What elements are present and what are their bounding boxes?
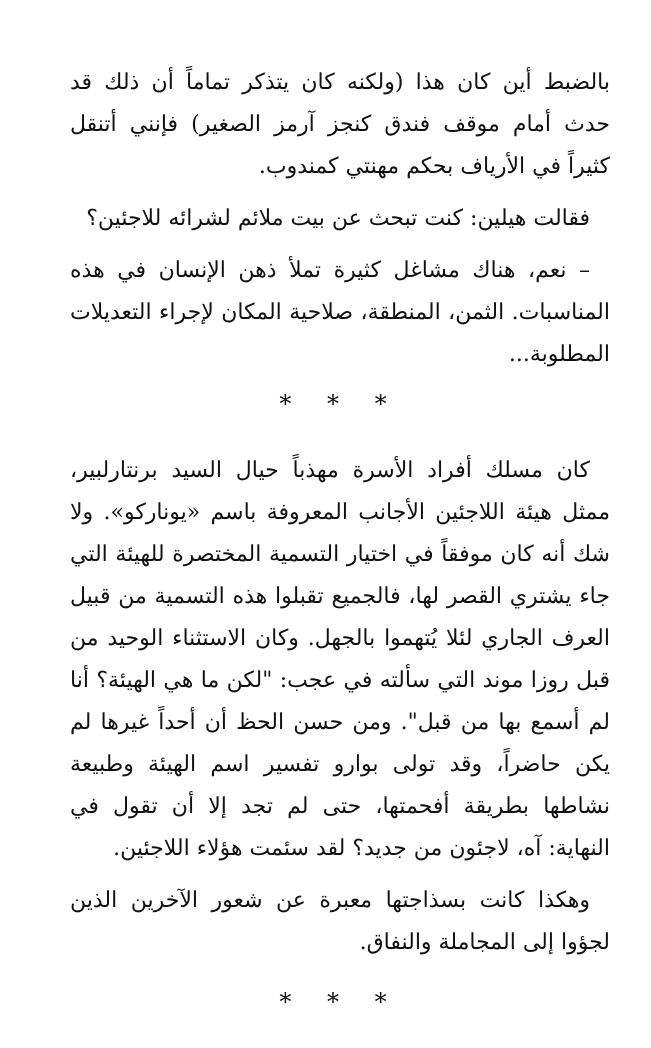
paragraph-4: كان مسلك أفراد الأسرة مهذباً حيال السيد برنتارلبير، ممثل هيئة اللاجئين الأجانب المعروفة باسم «يوناركو». ولا شك أنه كان موفقاً في اختيار التسمية المختصرة للهيئة التي جاء يشتري القصر لها، فالجميع تقبلوا هذه التسمية من قبيل العرف الجاري لئلا يُتهموا بالجهل. وكان الاستثناء الوحيد من قبل روزا موند التي سألته في عجب: "لكن ما هي الهيئة؟ أنا لم أسمع بها من قبل". ومن حسن الحظ أن أحداً غيرها لم يكن حاضراً، وقد تولى بوارو تفسير اسم الهيئة وطبيعة نشاطها بطريقة أفحمتها، حتى لم تجد إلا أن تقول في النهاية: آه، لاجئون من جديد؟ لقد سئمت هؤلاء اللاجئين.: [70, 458, 610, 861]
book-page: [70, 62, 610, 1048]
paragraph-5: وهكذا كانت بسذاجتها معبرة عن شعور الآخرين الذين لجؤوا إلى المجاملة والنفاق.: [70, 888, 610, 955]
section-separator-end: * * *: [279, 988, 401, 1016]
section-separator: * * *: [279, 390, 401, 418]
paragraph-3: – نعم، هناك مشاغل كثيرة تملأ ذهن الإنسان في هذه المناسبات. الثمن، المنطقة، صلاحية المكان لإجراء التعديلات المطلوبة...: [70, 258, 610, 367]
paragraph-2: فقالت هيلين: كنت تبحث عن بيت ملائم لشرائه للاجئين؟: [86, 206, 590, 231]
paragraph-1: بالضبط أين كان هذا (ولكنه كان يتذكر تماماً أن ذلك قد حدث أمام موقف فندق كنجز آرمز الصغير) فإنني أتنقل كثيراً في الأرياف بحكم مهنتي كمندوب.: [70, 70, 610, 179]
